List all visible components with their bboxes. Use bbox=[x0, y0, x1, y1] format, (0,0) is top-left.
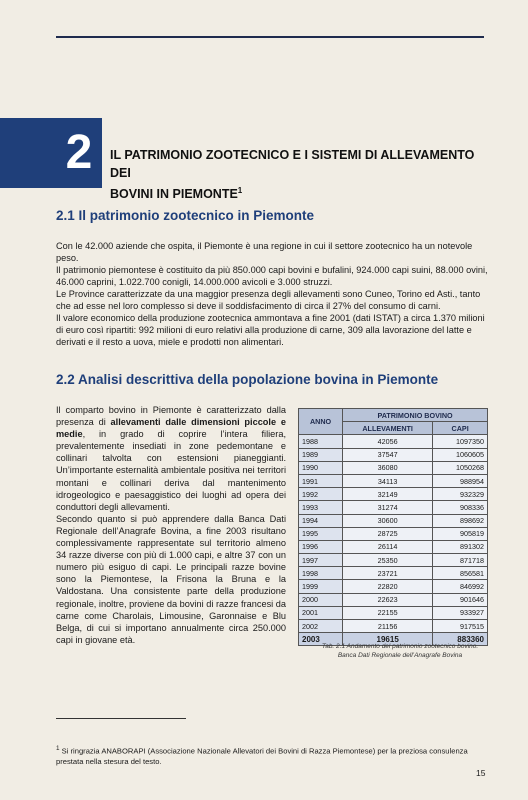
cell-year: 1988 bbox=[299, 435, 343, 448]
cell-capi: 1097350 bbox=[433, 435, 488, 448]
cell-capi: 933927 bbox=[433, 606, 488, 619]
cell-capi: 891302 bbox=[433, 540, 488, 553]
cell-year: 1990 bbox=[299, 461, 343, 474]
cell-year: 1991 bbox=[299, 474, 343, 487]
cell-year: 2001 bbox=[299, 606, 343, 619]
chapter-number: 2 bbox=[56, 118, 102, 188]
paragraph: Con le 42.000 aziende che ospita, il Piemonte è una regione in cui il settore zootecnico ha un notevole peso. bbox=[56, 241, 473, 263]
cell-capi: 905819 bbox=[433, 527, 488, 540]
cell-allevamenti: 42056 bbox=[343, 435, 433, 448]
paragraph: Il patrimonio piemontese è costituito da più 850.000 capi bovini e bufalini, 924.000 capi suini, 88.000 ovini, 46.000 caprini, 1.022.700 conigli, 14.000.000 avicoli e 3.000 struzzi. bbox=[56, 265, 488, 287]
paragraph bbox=[56, 404, 286, 513]
cell-allevamenti: 19615 bbox=[343, 633, 433, 646]
cell-allevamenti: 25350 bbox=[343, 554, 433, 567]
section-2-1-body bbox=[56, 240, 488, 348]
cell-year: 1992 bbox=[299, 488, 343, 501]
section-heading-2-1: 2.1 Il patrimonio zootecnico in Piemonte bbox=[56, 208, 315, 223]
col-header-anno: ANNO bbox=[299, 409, 343, 435]
table-row bbox=[299, 461, 488, 474]
footnote-rule bbox=[56, 718, 186, 719]
caption-line: Tab. 2.1 Andamento del patrimonio zootecnico bovino. bbox=[321, 643, 479, 650]
cell-year: 1989 bbox=[299, 448, 343, 461]
cell-allevamenti: 37547 bbox=[343, 448, 433, 461]
cell-allevamenti: 32149 bbox=[343, 488, 433, 501]
paragraph: Le Province caratterizzate da una maggior presenza degli allevamenti sono Cuneo, Torino ed Asti., tanto che ad esse nel loro complesso si deve il soddisfacimento di circa il 27% del consumo di carni. bbox=[56, 289, 481, 311]
cell-allevamenti: 22155 bbox=[343, 606, 433, 619]
table-row bbox=[299, 527, 488, 540]
text-run: , in grado di coprire l’intera filiera, prevalentemente insediati in zone pedemontane e collinari talvolta con estensioni pianeggianti. Un’importante esternalità ambientale positiva nei territori montani e collinari deriva dal mantenimento idrogeologico e paesaggistico dei luoghi ad opera dei conduttori degli allevamenti. bbox=[56, 429, 286, 512]
cell-capi: 901646 bbox=[433, 593, 488, 606]
table-row bbox=[299, 554, 488, 567]
cell-year: 2003 bbox=[299, 633, 343, 646]
text-run: Il comparto bovino in Piemonte è caratterizzato dalla presenza di bbox=[56, 405, 286, 428]
cell-year: 1995 bbox=[299, 527, 343, 540]
cell-capi: 932329 bbox=[433, 488, 488, 501]
table-row bbox=[299, 514, 488, 527]
cell-allevamenti: 26114 bbox=[343, 540, 433, 553]
cell-year: 2002 bbox=[299, 620, 343, 633]
table-row bbox=[299, 620, 488, 633]
cell-year: 1994 bbox=[299, 514, 343, 527]
footnote-ref: 1 bbox=[237, 186, 243, 195]
cell-capi: 846992 bbox=[433, 580, 488, 593]
table-row bbox=[299, 448, 488, 461]
group-header: PATRIMONIO BOVINO bbox=[343, 409, 488, 422]
cell-capi: 871718 bbox=[433, 554, 488, 567]
cell-year: 1999 bbox=[299, 580, 343, 593]
footnote-text: Si ringrazia ANABORAPI (Associazione Nazionale Allevatori dei Bovini di Razza Piemontese) per la preziosa consulenza prestata nella stesura del testo. bbox=[56, 746, 468, 766]
col-header-capi: CAPI bbox=[433, 422, 488, 435]
section-heading-2-2: 2.2 Analisi descrittiva della popolazione bovina in Piemonte bbox=[56, 372, 439, 387]
table-row bbox=[299, 474, 488, 487]
footnote bbox=[56, 744, 496, 767]
cell-allevamenti: 22623 bbox=[343, 593, 433, 606]
cell-allevamenti: 28725 bbox=[343, 527, 433, 540]
table-row bbox=[299, 606, 488, 619]
table-row bbox=[299, 501, 488, 514]
table-row bbox=[299, 488, 488, 501]
cell-allevamenti: 21156 bbox=[343, 620, 433, 633]
cell-capi: 917515 bbox=[433, 620, 488, 633]
cell-capi: 988954 bbox=[433, 474, 488, 487]
paragraph: Il valore economico della produzione zootecnica ammontava a fine 2001 (dati ISTAT) a circa 1.370 milioni di euro così ripartiti: 992 milioni di euro relativi alla produzione di carne, 309 alla lavorazione del latte e derivati e il resto a uova, miele e prodotti non alimentari. bbox=[56, 313, 485, 347]
cell-allevamenti: 23721 bbox=[343, 567, 433, 580]
table-row bbox=[299, 580, 488, 593]
chapter-title-line1: IL PATRIMONIO ZOOTECNICO E I SISTEMI DI ALLEVAMENTO DEI bbox=[110, 148, 475, 180]
cell-allevamenti: 22820 bbox=[343, 580, 433, 593]
table-row bbox=[299, 435, 488, 448]
cell-year: 1996 bbox=[299, 540, 343, 553]
top-rule bbox=[56, 36, 484, 38]
paragraph: Secondo quanto si può apprendere dalla Banca Dati Regionale dell’Anagrafe Bovina, a fine 2003 risultano complessivamente rappresentate sul territorio almeno 34 razze diverse con più di 1.000 capi, e altre 37 con un numero più esiguo di capi. Le principali razze bovine sono la Piemontese, la Frisona la Bruna e la Valdostana. Una consistente parte della produzione regionale, inoltre, proviene da bovini di razze francesi da carne come Charolais, Limousine, Garonnaise e Blu Belga, di cui si importano annualmente circa 250.000 capi in giovane età. bbox=[56, 513, 286, 645]
page-number: 15 bbox=[476, 768, 486, 778]
cell-capi: 1050268 bbox=[433, 461, 488, 474]
table-row bbox=[299, 540, 488, 553]
chapter-title-line2: BOVINI IN PIEMONTE bbox=[110, 187, 238, 202]
cell-year: 1993 bbox=[299, 501, 343, 514]
table-row bbox=[299, 567, 488, 580]
table-body bbox=[299, 435, 488, 646]
cell-capi: 1060605 bbox=[433, 448, 488, 461]
table-caption bbox=[312, 642, 488, 660]
cell-allevamenti: 34113 bbox=[343, 474, 433, 487]
footnote-mark: 1 bbox=[56, 745, 60, 752]
livestock-table bbox=[298, 408, 488, 646]
bold-run: allevamenti dalle dimensioni piccole e medie bbox=[56, 417, 286, 440]
caption-line: Banca Dati Regionale dell’Anagrafe Bovina bbox=[337, 652, 463, 659]
cell-capi: 908336 bbox=[433, 501, 488, 514]
cell-allevamenti: 30600 bbox=[343, 514, 433, 527]
cell-allevamenti: 31274 bbox=[343, 501, 433, 514]
cell-capi: 856581 bbox=[433, 567, 488, 580]
cell-year: 1998 bbox=[299, 567, 343, 580]
cell-allevamenti: 36080 bbox=[343, 461, 433, 474]
cell-capi: 883360 bbox=[433, 633, 488, 646]
table-row bbox=[299, 593, 488, 606]
cell-capi: 898692 bbox=[433, 514, 488, 527]
cell-year: 2000 bbox=[299, 593, 343, 606]
cell-year: 1997 bbox=[299, 554, 343, 567]
col-header-allevamenti: ALLEVAMENTI bbox=[343, 422, 433, 435]
chapter-title bbox=[110, 146, 490, 203]
chapter-band bbox=[0, 118, 56, 188]
section-2-2-body bbox=[56, 404, 286, 646]
